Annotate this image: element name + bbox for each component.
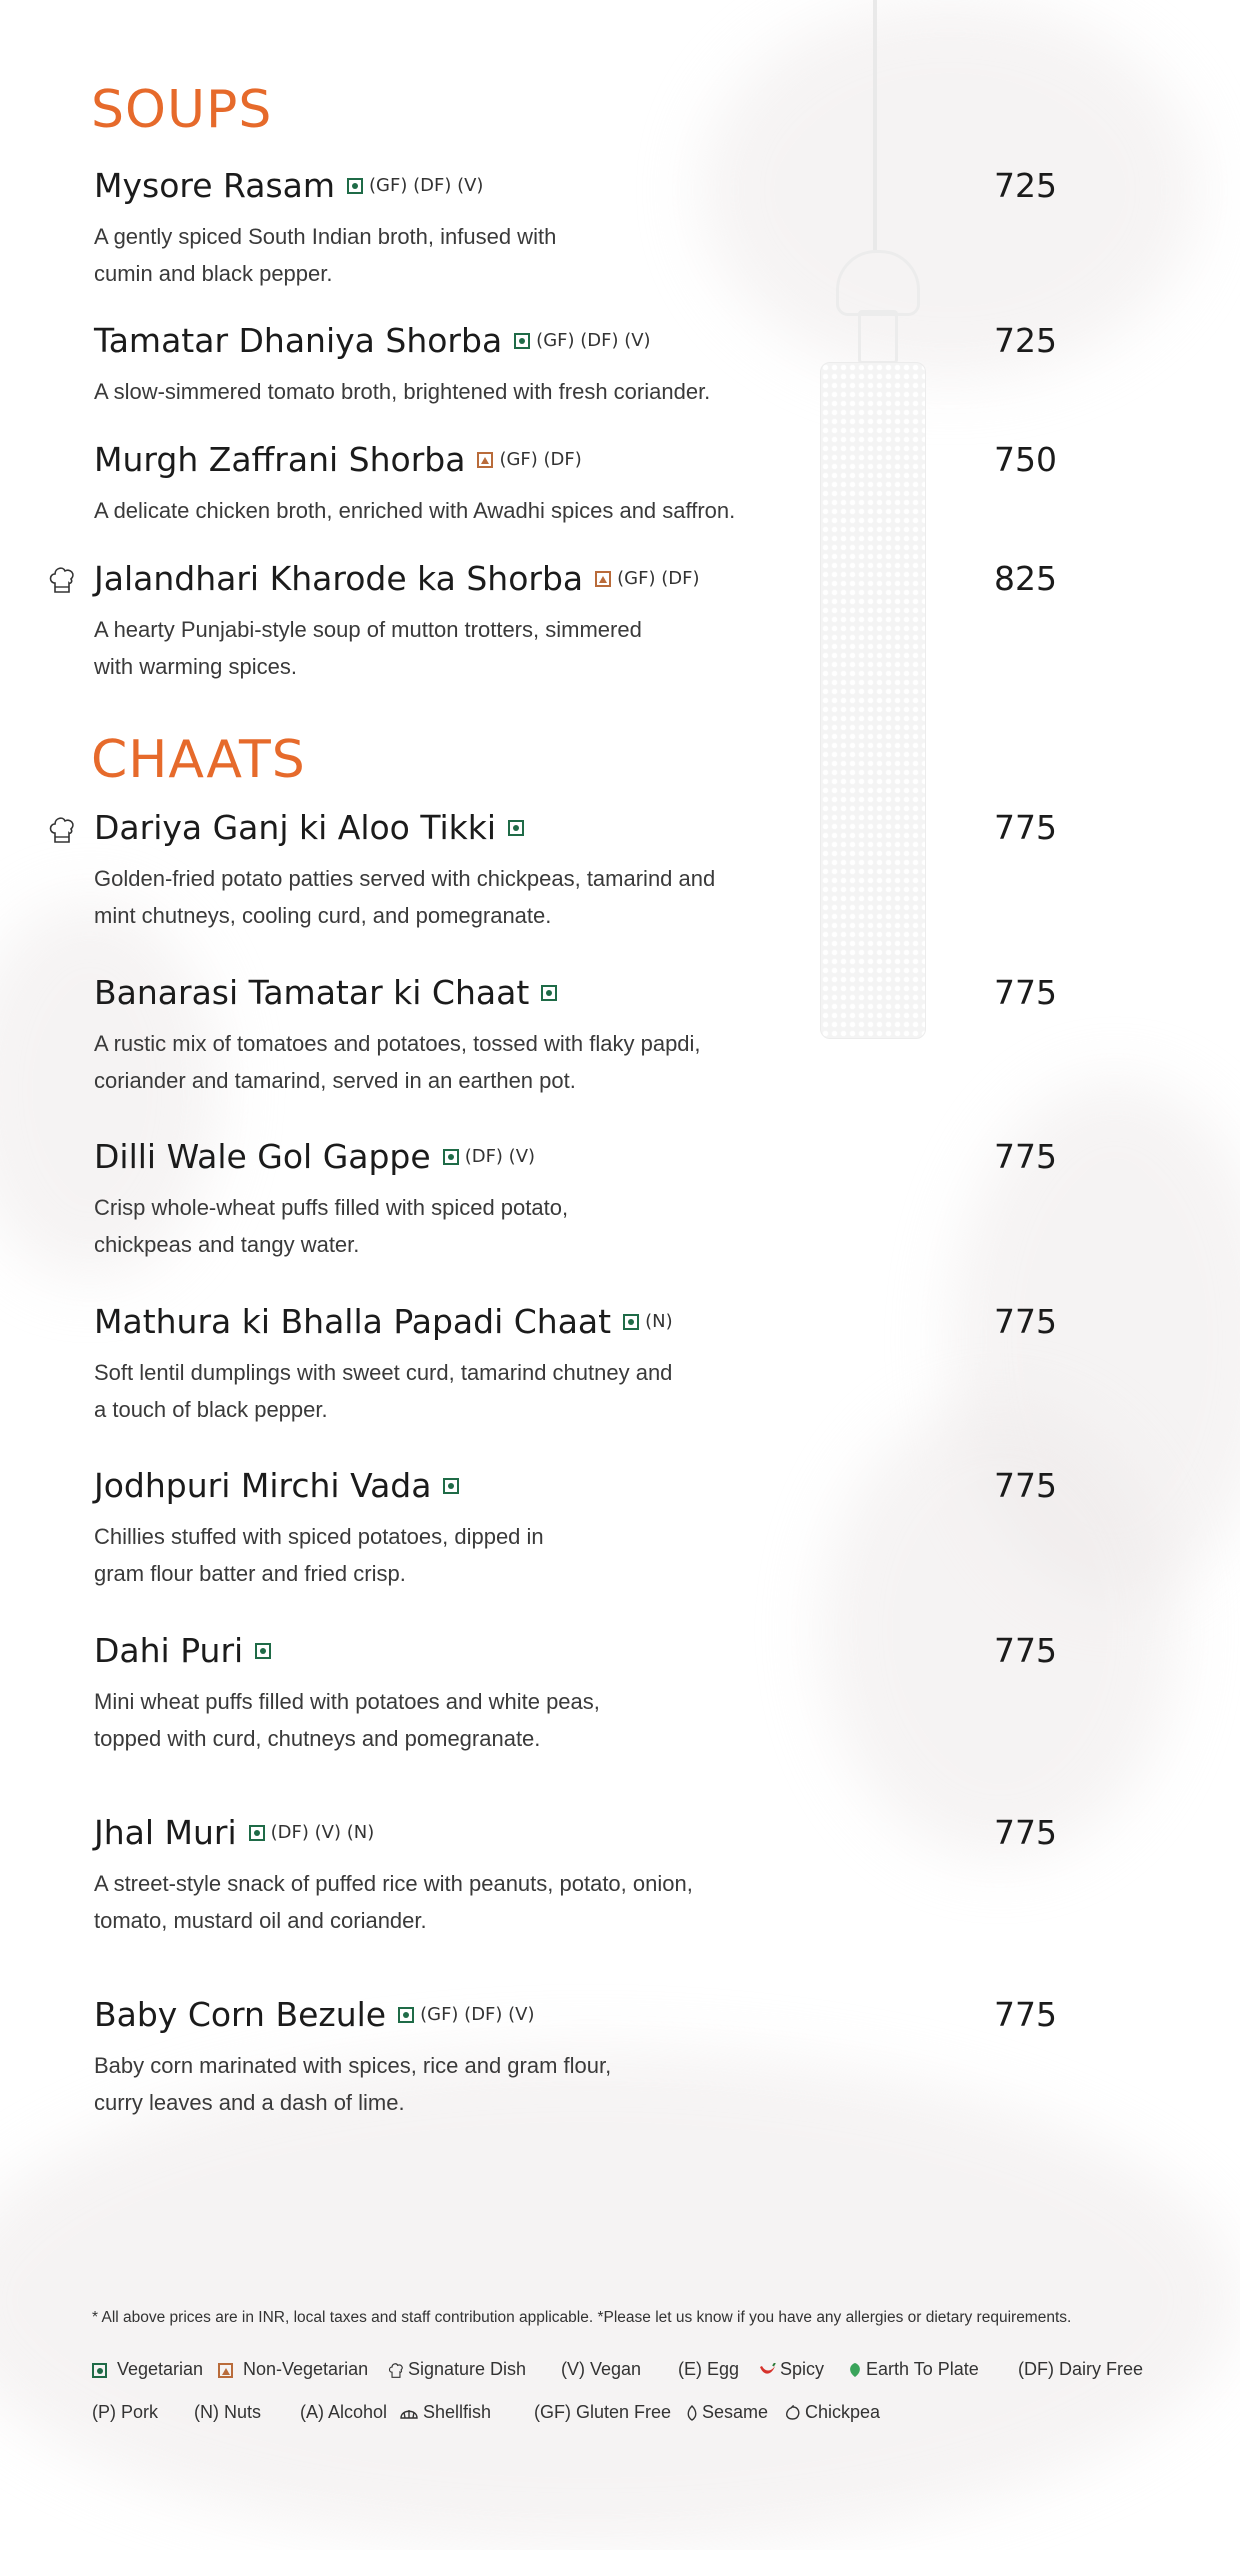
menu-item xyxy=(94,808,1094,934)
item-name: Dariya Ganj ki Aloo Tikki xyxy=(94,808,497,847)
chef-hat-icon xyxy=(48,815,76,845)
item-description: Baby corn marinated with spices, rice and gram flour, curry leaves and a dash of lime. xyxy=(94,2053,612,2115)
chickpea-icon xyxy=(785,2405,801,2421)
chilli-icon xyxy=(758,2363,776,2377)
veg-icon xyxy=(623,1314,639,1330)
chef-hat-icon xyxy=(388,2362,404,2379)
menu-item xyxy=(94,973,1094,1099)
item-price: 750 xyxy=(994,440,1057,479)
item-price: 775 xyxy=(994,1466,1057,1505)
menu-item xyxy=(94,1302,1094,1428)
menu-item xyxy=(94,321,1094,410)
item-description: A gently spiced South Indian broth, infused with cumin and black pepper. xyxy=(94,224,557,286)
menu-item xyxy=(94,1813,1094,1939)
item-tags: (GF) (DF) xyxy=(617,568,700,589)
item-price: 775 xyxy=(994,973,1057,1012)
item-price: 775 xyxy=(994,1137,1057,1176)
legend-pork: (P) Pork xyxy=(92,2402,159,2422)
shell-icon xyxy=(399,2405,419,2421)
background-wash xyxy=(0,2050,1240,2550)
legend-dairy-free: (DF) Dairy Free xyxy=(1018,2359,1143,2379)
legend-sesame: Sesame xyxy=(686,2402,768,2423)
item-description: Soft lentil dumplings with sweet curd, tamarind chutney and a touch of black pepper. xyxy=(94,1360,673,1422)
legend-earth-to-plate: Earth To Plate xyxy=(848,2359,979,2380)
item-description: A slow-simmered tomato broth, brightened with fresh coriander. xyxy=(94,379,711,404)
menu-item xyxy=(94,166,1094,292)
veg-icon xyxy=(249,1825,265,1841)
item-price: 725 xyxy=(994,166,1057,205)
item-name: Mysore Rasam xyxy=(94,166,336,205)
item-tags: (GF) (DF) (V) xyxy=(420,2004,535,2025)
item-tags: (GF) (DF) (V) xyxy=(369,175,484,196)
item-description: A street-style snack of puffed rice with peanuts, potato, onion, tomato, mustard oil and coriander. xyxy=(94,1871,693,1933)
veg-icon xyxy=(255,1643,271,1659)
item-name: Dahi Puri xyxy=(94,1631,244,1670)
item-name: Baby Corn Bezule xyxy=(94,1995,387,2034)
item-name: Jalandhari Kharode ka Shorba xyxy=(94,559,584,598)
leaf-icon xyxy=(848,2362,862,2378)
menu-item xyxy=(94,1466,1094,1592)
menu-item xyxy=(94,1137,1094,1263)
item-price: 825 xyxy=(994,559,1057,598)
item-tags: (DF) (V) xyxy=(464,1146,536,1167)
footnote: * All above prices are in INR, local taxes and staff contribution applicable. *Please let us know if you have any allergies or dietary requirements. xyxy=(92,2309,1072,2326)
item-name: Tamatar Dhaniya Shorba xyxy=(94,321,503,360)
veg-icon xyxy=(347,178,363,194)
menu-item xyxy=(94,559,1094,685)
item-name: Dilli Wale Gol Gappe xyxy=(94,1137,431,1176)
item-description: Chillies stuffed with spiced potatoes, dipped in gram flour batter and fried crisp. xyxy=(94,1524,544,1586)
sesame-seed-icon xyxy=(686,2405,698,2421)
section-title-soups: SOUPS xyxy=(91,80,273,140)
non-veg-icon xyxy=(477,452,493,468)
menu-item xyxy=(94,1995,1094,2121)
chef-hat-icon xyxy=(48,565,76,595)
legend-non-vegetarian: Non-Vegetarian xyxy=(218,2359,368,2380)
item-description: A rustic mix of tomatoes and potatoes, tossed with flaky papdi, coriander and tamarind, served in an earthen pot. xyxy=(94,1031,701,1093)
veg-icon xyxy=(514,333,530,349)
item-price: 775 xyxy=(994,1631,1057,1670)
section-title-chaats: CHAATS xyxy=(91,730,306,790)
item-tags: (GF) (DF) xyxy=(499,449,582,470)
menu-item xyxy=(94,440,1094,529)
veg-icon xyxy=(443,1149,459,1165)
veg-icon xyxy=(398,2007,414,2023)
veg-icon xyxy=(508,820,524,836)
item-description: Crisp whole-wheat puffs filled with spiced potato, chickpeas and tangy water. xyxy=(94,1195,569,1257)
non-veg-icon xyxy=(218,2363,233,2378)
item-tags: (N) xyxy=(645,1311,673,1332)
legend-nuts: (N) Nuts xyxy=(194,2402,261,2422)
veg-icon xyxy=(92,2363,107,2378)
item-name: Banarasi Tamatar ki Chaat xyxy=(94,973,530,1012)
item-description: A delicate chicken broth, enriched with Awadhi spices and saffron. xyxy=(94,498,736,523)
item-price: 775 xyxy=(994,1813,1057,1852)
item-tags: (DF) (V) (N) xyxy=(270,1822,375,1843)
veg-icon xyxy=(541,985,557,1001)
veg-icon xyxy=(443,1478,459,1494)
legend-shellfish: Shellfish xyxy=(399,2402,491,2423)
non-veg-icon xyxy=(595,571,611,587)
item-description: A hearty Punjabi-style soup of mutton trotters, simmered with warming spices. xyxy=(94,617,642,679)
legend-chickpea: Chickpea xyxy=(785,2402,880,2423)
item-price: 775 xyxy=(994,1302,1057,1341)
item-name: Jodhpuri Mirchi Vada xyxy=(94,1466,432,1505)
item-tags: (GF) (DF) (V) xyxy=(536,330,651,351)
legend-vegan: (V) Vegan xyxy=(561,2359,642,2379)
item-description: Golden-fried potato patties served with chickpeas, tamarind and mint chutneys, cooling curd, and pomegranate. xyxy=(94,866,716,928)
item-name: Jhal Muri xyxy=(94,1813,237,1852)
legend-egg: (E) Egg xyxy=(678,2359,740,2379)
item-description: Mini wheat puffs filled with potatoes and white peas, topped with curd, chutneys and pomegranate. xyxy=(94,1689,600,1751)
legend-alcohol: (A) Alcohol xyxy=(300,2402,388,2422)
menu-item xyxy=(94,1631,1094,1757)
item-price: 725 xyxy=(994,321,1057,360)
item-name: Mathura ki Bhalla Papadi Chaat xyxy=(94,1302,612,1341)
legend-spicy: Spicy xyxy=(758,2359,824,2380)
item-price: 775 xyxy=(994,808,1057,847)
legend-signature: Signature Dish xyxy=(388,2359,526,2380)
legend-vegetarian: Vegetarian xyxy=(92,2359,203,2380)
legend-gluten-free: (GF) Gluten Free xyxy=(534,2402,672,2422)
item-price: 775 xyxy=(994,1995,1057,2034)
item-name: Murgh Zaffrani Shorba xyxy=(94,440,466,479)
